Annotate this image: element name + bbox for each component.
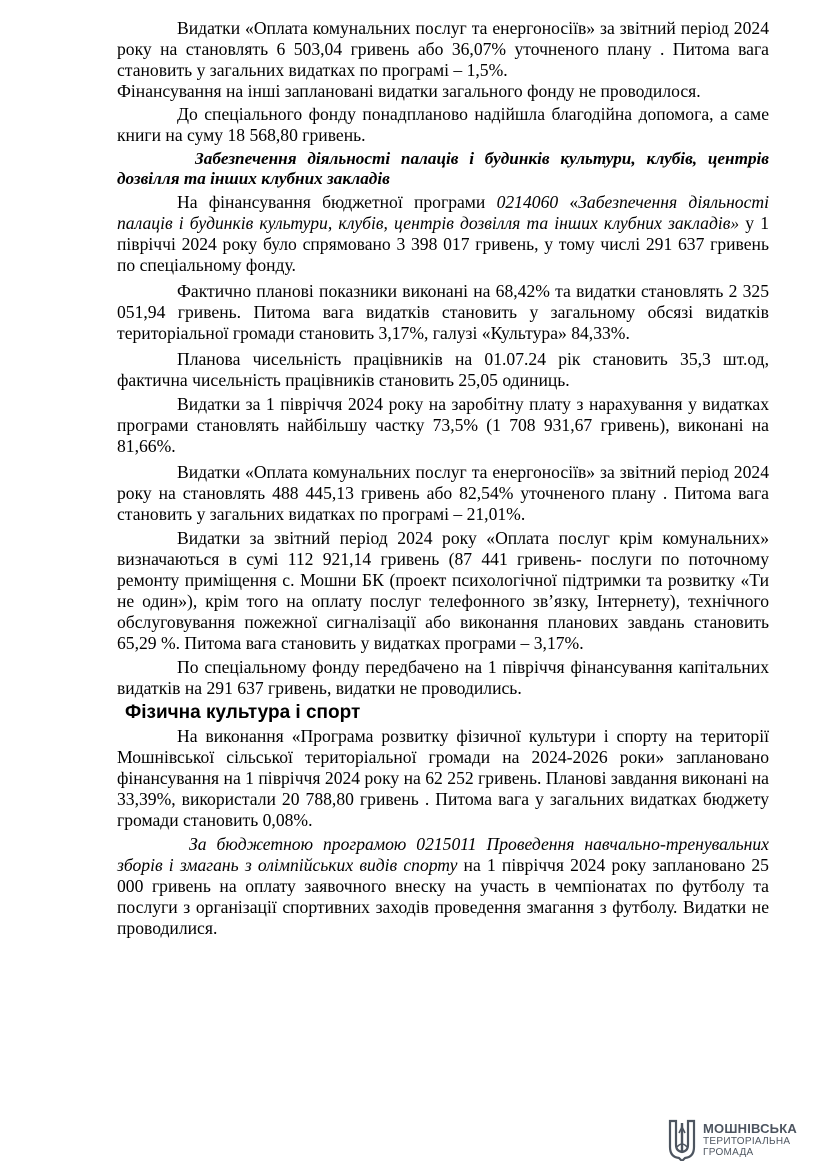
text-run: « bbox=[558, 192, 579, 212]
text-run: Видатки «Оплата комунальних послуг та енергоносіїв» за звітний період 2024 року на становлять 488 445,13 гривень або 82,54% уточненого плану . Питома вага становить у загальних видатках по програмі – 21,01%. bbox=[117, 462, 769, 524]
community-logo bbox=[668, 1117, 808, 1163]
text-run: Фінансування на інші заплановані видатки загального фонду не проводилося. bbox=[117, 81, 701, 101]
document-page bbox=[117, 18, 769, 939]
paragraph bbox=[117, 281, 769, 344]
text-run: Видатки за 1 півріччя 2024 року на заробітну плату з нарахування у видатках програми становлять найбільшу частку 73,5% (1 708 931,67 гривень), виконані на 81,66%. bbox=[117, 394, 769, 456]
text-run: у 1 півріччі 2024 року було спрямовано 3 398 017 гривень, у тому числі 291 637 гривень по спеціальному фонду. bbox=[117, 213, 769, 275]
paragraph bbox=[117, 349, 769, 391]
paragraph bbox=[117, 18, 769, 81]
paragraph bbox=[117, 834, 769, 939]
text-run: Планова чисельність працівників на 01.07.24 рік становить 35,3 шт.од, фактична чисельність працівників становить 25,05 одиниць. bbox=[117, 349, 769, 390]
paragraph bbox=[117, 192, 769, 276]
paragraph bbox=[117, 462, 769, 525]
paragraph bbox=[117, 104, 769, 146]
text-run: Видатки «Оплата комунальних послуг та енергоносіїв» за звітний період 2024 року на становлять 6 503,04 гривень або 36,07% уточненого плану . Питома вага становить у загальних видатках по програмі – 1,5%. bbox=[117, 18, 769, 80]
paragraph bbox=[117, 81, 769, 102]
logo-line3: ГРОМАДА bbox=[703, 1147, 754, 1158]
text-run: Фізична культура і спорт bbox=[125, 702, 361, 723]
logo-title: МОШНІВСЬКА bbox=[703, 1121, 797, 1136]
text-run: Фактично планові показники виконані на 68,42% та видатки становлять 2 325 051,94 гривень. Питома вага видатків становить у загальному обсязі видатків територіальної громади становить 3,17%, галузі «Культура» 84,33%. bbox=[117, 281, 769, 343]
italic-text: За бюджетною програмою 0215011 Проведення навчально-тренувальних зборів і змагань з олімпійських видів спорту bbox=[117, 834, 769, 875]
italic-text: 0214060 bbox=[496, 192, 559, 212]
text-run: На виконання «Програма розвитку фізичної культури і спорту на території Мошнівської сільської територіальної громади на 2024-2026 роки» заплановано фінансування на 1 півріччя 2024 року на 62 252 гривень. Планові завдання виконані на 33,39%, використали 20 788,80 гривень . Питома вага у загальних видатках бюджету громади становить 0,08%. bbox=[117, 726, 769, 830]
text-run: На фінансування бюджетної програми bbox=[177, 192, 497, 212]
text-run: До спеціального фонду понадпланово надійшла благодійна допомога, а саме книги на суму 18 568,80 гривень. bbox=[117, 104, 769, 145]
italic-text: Забезпечення діяльності палаців і будинків культури, клубів, центрів дозвілля та інших клубних закладів» bbox=[117, 192, 769, 233]
paragraph bbox=[117, 726, 769, 831]
trident-icon bbox=[668, 1119, 696, 1161]
logo-line2: ТЕРИТОРІАЛЬНА bbox=[703, 1136, 791, 1147]
paragraph bbox=[117, 394, 769, 457]
text-run: Видатки за звітний період 2024 року «Оплата послуг крім комунальних» визначаються в сумі 112 921,14 гривень (87 441 гривень- послуги по поточному ремонту приміщення с. Мошни БК (проект психологічної підтримки та розвитку «Ти не один»), крім того на оплату послуг телефонного зв’язку, Інтернету), технічного обслуговування пожежної сигналізації або виконання планових завдань становить 65,29 %. Питома вага становить у видатках програми – 3,17%. bbox=[117, 528, 769, 653]
text-run: По спеціальному фонду передбачено на 1 півріччя фінансування капітальних видатків на 291 637 гривень, видатки не проводились. bbox=[117, 657, 769, 698]
paragraph bbox=[117, 657, 769, 699]
text-run: на 1 півріччя 2024 року заплановано 25 000 гривень на оплату заявочного внеску на участь в чемпіонатах по футболу та послуги з організації спортивних заходів проведення змагання з футболу. Видатки не проводилися. bbox=[117, 855, 769, 938]
subsection-heading bbox=[117, 149, 769, 189]
section-title bbox=[125, 702, 769, 724]
text-run: Забезпечення діяльності палаців і будинків культури, клубів, центрів дозвілля та інших клубних закладів bbox=[117, 149, 769, 188]
paragraph bbox=[117, 528, 769, 654]
